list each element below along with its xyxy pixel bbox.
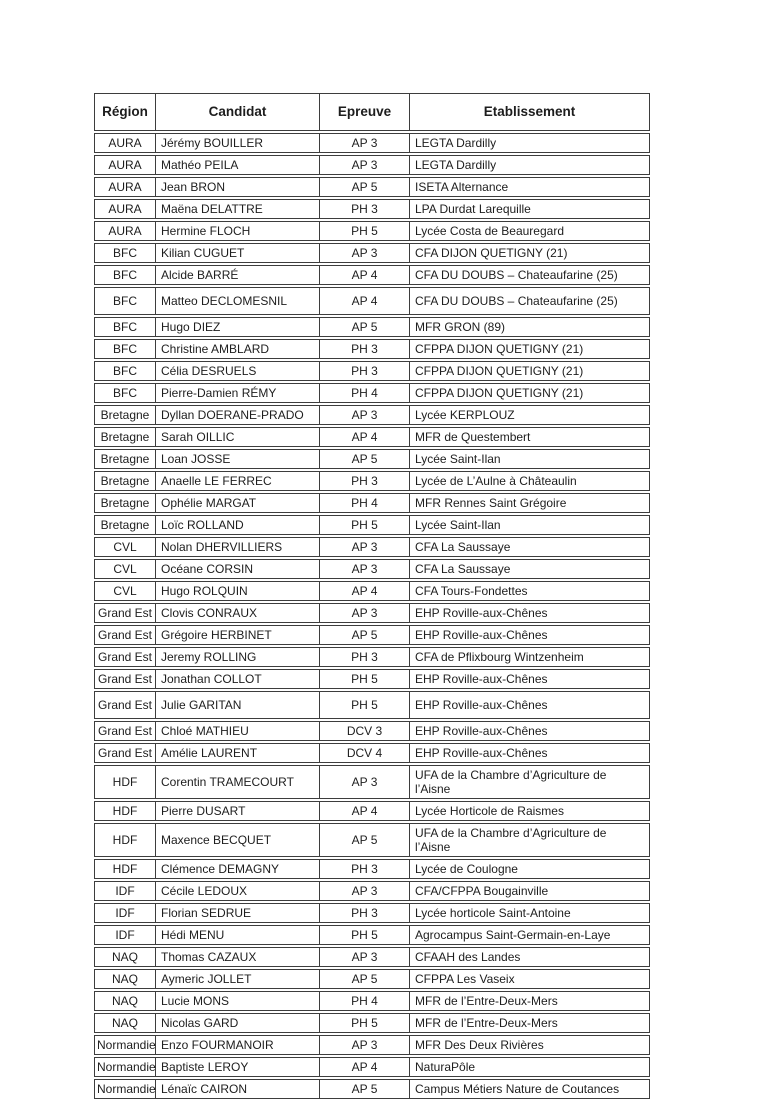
cell-region: Bretagne: [94, 427, 156, 447]
cell-epreuve: DCV 3: [320, 721, 410, 741]
cell-epreuve: PH 3: [320, 339, 410, 359]
cell-etablissement: EHP Roville-aux-Chênes: [410, 669, 650, 689]
table-row: [94, 765, 650, 799]
cell-candidat: Jonathan COLLOT: [156, 669, 320, 689]
cell-etablissement: Lycée de L’Aulne à Châteaulin: [410, 471, 650, 491]
cell-candidat: Chloé MATHIEU: [156, 721, 320, 741]
cell-candidat: Florian SEDRUE: [156, 903, 320, 923]
cell-epreuve: AP 4: [320, 287, 410, 315]
cell-etablissement: CFA/CFPPA Bougainville: [410, 881, 650, 901]
table-row: [94, 947, 650, 967]
cell-region: HDF: [94, 765, 156, 799]
cell-epreuve: AP 5: [320, 317, 410, 337]
cell-region: BFC: [94, 317, 156, 337]
cell-region: Grand Est: [94, 647, 156, 667]
cell-candidat: Kilian CUGUET: [156, 243, 320, 263]
cell-epreuve: AP 5: [320, 823, 410, 857]
table-row: [94, 471, 650, 491]
cell-etablissement: MFR Rennes Saint Grégoire: [410, 493, 650, 513]
table-row: [94, 405, 650, 425]
cell-candidat: Sarah OILLIC: [156, 427, 320, 447]
cell-epreuve: AP 5: [320, 449, 410, 469]
table-row: [94, 1079, 650, 1099]
cell-etablissement: CFA de Pflixbourg Wintzenheim: [410, 647, 650, 667]
cell-candidat: Matteo DECLOMESNIL: [156, 287, 320, 315]
table-row: [94, 133, 650, 153]
cell-epreuve: AP 3: [320, 881, 410, 901]
cell-region: CVL: [94, 559, 156, 579]
cell-region: NAQ: [94, 1013, 156, 1033]
cell-epreuve: AP 3: [320, 1035, 410, 1055]
table-row: [94, 603, 650, 623]
cell-candidat: Aymeric JOLLET: [156, 969, 320, 989]
cell-epreuve: AP 4: [320, 801, 410, 821]
cell-candidat: Hugo ROLQUIN: [156, 581, 320, 601]
cell-region: HDF: [94, 823, 156, 857]
cell-region: Bretagne: [94, 449, 156, 469]
cell-epreuve: PH 3: [320, 471, 410, 491]
table-row: [94, 991, 650, 1011]
cell-epreuve: AP 5: [320, 1079, 410, 1099]
cell-region: CVL: [94, 581, 156, 601]
cell-region: Normandie: [94, 1035, 156, 1055]
cell-etablissement: MFR GRON (89): [410, 317, 650, 337]
cell-candidat: Hugo DIEZ: [156, 317, 320, 337]
cell-etablissement: UFA de la Chambre d’Agriculture de l’Aisne: [410, 823, 650, 857]
cell-candidat: Jérémy BOUILLER: [156, 133, 320, 153]
column-header-candidat: Candidat: [156, 93, 320, 131]
cell-region: NAQ: [94, 947, 156, 967]
table-row: [94, 221, 650, 241]
cell-epreuve: PH 3: [320, 199, 410, 219]
cell-region: AURA: [94, 133, 156, 153]
cell-region: NAQ: [94, 991, 156, 1011]
cell-etablissement: Lycée Costa de Beauregard: [410, 221, 650, 241]
cell-region: BFC: [94, 383, 156, 403]
cell-epreuve: PH 5: [320, 925, 410, 945]
cell-epreuve: PH 3: [320, 361, 410, 381]
cell-epreuve: AP 4: [320, 427, 410, 447]
cell-etablissement: CFA Tours-Fondettes: [410, 581, 650, 601]
cell-candidat: Lénaïc CAIRON: [156, 1079, 320, 1099]
cell-etablissement: Lycée Horticole de Raismes: [410, 801, 650, 821]
cell-etablissement: EHP Roville-aux-Chênes: [410, 625, 650, 645]
cell-candidat: Nicolas GARD: [156, 1013, 320, 1033]
table-row: [94, 515, 650, 535]
cell-region: BFC: [94, 243, 156, 263]
cell-etablissement: Campus Métiers Nature de Coutances: [410, 1079, 650, 1099]
cell-candidat: Mathéo PEILA: [156, 155, 320, 175]
cell-etablissement: EHP Roville-aux-Chênes: [410, 691, 650, 719]
cell-region: Bretagne: [94, 471, 156, 491]
cell-etablissement: Lycée KERPLOUZ: [410, 405, 650, 425]
cell-region: Grand Est: [94, 625, 156, 645]
cell-region: BFC: [94, 339, 156, 359]
table-row: [94, 859, 650, 879]
cell-etablissement: CFAAH des Landes: [410, 947, 650, 967]
table-row: [94, 449, 650, 469]
cell-region: Normandie: [94, 1079, 156, 1099]
table-row: [94, 881, 650, 901]
cell-region: IDF: [94, 881, 156, 901]
cell-etablissement: CFA DU DOUBS – Chateaufarine (25): [410, 287, 650, 315]
cell-epreuve: AP 3: [320, 537, 410, 557]
cell-epreuve: DCV 4: [320, 743, 410, 763]
cell-region: BFC: [94, 287, 156, 315]
cell-candidat: Christine AMBLARD: [156, 339, 320, 359]
cell-epreuve: AP 5: [320, 969, 410, 989]
cell-epreuve: PH 4: [320, 493, 410, 513]
table-row: [94, 287, 650, 315]
table-row: [94, 647, 650, 667]
cell-region: CVL: [94, 537, 156, 557]
table-row: [94, 625, 650, 645]
cell-candidat: Nolan DHERVILLIERS: [156, 537, 320, 557]
table-row: [94, 199, 650, 219]
cell-etablissement: CFA La Saussaye: [410, 537, 650, 557]
table-header-row: [94, 93, 650, 131]
column-header-epreuve: Epreuve: [320, 93, 410, 131]
cell-candidat: Dyllan DOERANE-PRADO: [156, 405, 320, 425]
results-table: [94, 91, 650, 1101]
cell-etablissement: MFR de Questembert: [410, 427, 650, 447]
table-row: [94, 691, 650, 719]
cell-candidat: Clémence DEMAGNY: [156, 859, 320, 879]
cell-region: AURA: [94, 221, 156, 241]
table-row: [94, 559, 650, 579]
cell-region: IDF: [94, 925, 156, 945]
table-row: [94, 383, 650, 403]
cell-etablissement: Lycée Saint-Ilan: [410, 515, 650, 535]
cell-candidat: Lucie MONS: [156, 991, 320, 1011]
cell-region: IDF: [94, 903, 156, 923]
column-header-region: Région: [94, 93, 156, 131]
cell-etablissement: LEGTA Dardilly: [410, 133, 650, 153]
table-row: [94, 969, 650, 989]
cell-etablissement: Lycée de Coulogne: [410, 859, 650, 879]
cell-candidat: Baptiste LEROY: [156, 1057, 320, 1077]
cell-candidat: Thomas CAZAUX: [156, 947, 320, 967]
cell-etablissement: Lycée Saint-Ilan: [410, 449, 650, 469]
cell-epreuve: AP 3: [320, 133, 410, 153]
table-row: [94, 155, 650, 175]
cell-region: Bretagne: [94, 405, 156, 425]
table-row: [94, 493, 650, 513]
cell-epreuve: AP 4: [320, 1057, 410, 1077]
cell-candidat: Hédi MENU: [156, 925, 320, 945]
cell-etablissement: CFPPA DIJON QUETIGNY (21): [410, 383, 650, 403]
table-row: [94, 1035, 650, 1055]
cell-epreuve: AP 3: [320, 243, 410, 263]
cell-epreuve: PH 5: [320, 669, 410, 689]
cell-region: Bretagne: [94, 493, 156, 513]
cell-candidat: Clovis CONRAUX: [156, 603, 320, 623]
cell-region: BFC: [94, 265, 156, 285]
cell-epreuve: PH 3: [320, 647, 410, 667]
cell-epreuve: PH 5: [320, 691, 410, 719]
cell-epreuve: PH 5: [320, 1013, 410, 1033]
table-body: [94, 133, 650, 1099]
cell-etablissement: CFA DIJON QUETIGNY (21): [410, 243, 650, 263]
cell-epreuve: AP 3: [320, 155, 410, 175]
cell-etablissement: LEGTA Dardilly: [410, 155, 650, 175]
cell-etablissement: MFR Des Deux Rivières: [410, 1035, 650, 1055]
table-row: [94, 721, 650, 741]
cell-region: Grand Est: [94, 743, 156, 763]
table-row: [94, 925, 650, 945]
cell-candidat: Pierre-Damien RÉMY: [156, 383, 320, 403]
cell-etablissement: EHP Roville-aux-Chênes: [410, 721, 650, 741]
cell-region: AURA: [94, 177, 156, 197]
cell-epreuve: AP 5: [320, 625, 410, 645]
table-row: [94, 361, 650, 381]
cell-candidat: Enzo FOURMANOIR: [156, 1035, 320, 1055]
cell-candidat: Alcide BARRÉ: [156, 265, 320, 285]
cell-candidat: Maëna DELATTRE: [156, 199, 320, 219]
cell-region: HDF: [94, 801, 156, 821]
cell-epreuve: AP 3: [320, 765, 410, 799]
table-row: [94, 243, 650, 263]
cell-epreuve: PH 3: [320, 903, 410, 923]
cell-candidat: Jeremy ROLLING: [156, 647, 320, 667]
cell-etablissement: CFPPA Les Vaseix: [410, 969, 650, 989]
table-row: [94, 265, 650, 285]
cell-etablissement: Lycée horticole Saint-Antoine: [410, 903, 650, 923]
cell-candidat: Ophélie MARGAT: [156, 493, 320, 513]
cell-candidat: Amélie LAURENT: [156, 743, 320, 763]
cell-epreuve: PH 4: [320, 991, 410, 1011]
table-row: [94, 537, 650, 557]
cell-region: Grand Est: [94, 721, 156, 741]
cell-candidat: Grégoire HERBINET: [156, 625, 320, 645]
cell-candidat: Loan JOSSE: [156, 449, 320, 469]
table-row: [94, 823, 650, 857]
cell-etablissement: LPA Durdat Larequille: [410, 199, 650, 219]
table-row: [94, 669, 650, 689]
cell-region: Grand Est: [94, 669, 156, 689]
cell-epreuve: AP 3: [320, 603, 410, 623]
table-row: [94, 177, 650, 197]
table-row: [94, 427, 650, 447]
cell-region: Bretagne: [94, 515, 156, 535]
column-header-etablissement: Etablissement: [410, 93, 650, 131]
cell-etablissement: CFPPA DIJON QUETIGNY (21): [410, 339, 650, 359]
cell-region: Grand Est: [94, 691, 156, 719]
cell-etablissement: ISETA Alternance: [410, 177, 650, 197]
cell-region: Normandie: [94, 1057, 156, 1077]
cell-epreuve: PH 4: [320, 383, 410, 403]
table-row: [94, 339, 650, 359]
cell-etablissement: MFR de l’Entre-Deux-Mers: [410, 1013, 650, 1033]
cell-candidat: Julie GARITAN: [156, 691, 320, 719]
cell-candidat: Corentin TRAMECOURT: [156, 765, 320, 799]
cell-candidat: Hermine FLOCH: [156, 221, 320, 241]
cell-region: AURA: [94, 155, 156, 175]
cell-etablissement: EHP Roville-aux-Chênes: [410, 743, 650, 763]
cell-epreuve: AP 3: [320, 405, 410, 425]
cell-region: BFC: [94, 361, 156, 381]
cell-epreuve: AP 4: [320, 265, 410, 285]
cell-candidat: Jean BRON: [156, 177, 320, 197]
cell-etablissement: CFA DU DOUBS – Chateaufarine (25): [410, 265, 650, 285]
cell-etablissement: UFA de la Chambre d’Agriculture de l’Aisne: [410, 765, 650, 799]
cell-epreuve: PH 5: [320, 221, 410, 241]
cell-candidat: Loïc ROLLAND: [156, 515, 320, 535]
cell-etablissement: NaturaPôle: [410, 1057, 650, 1077]
table-row: [94, 581, 650, 601]
table-row: [94, 801, 650, 821]
cell-candidat: Anaelle LE FERREC: [156, 471, 320, 491]
cell-etablissement: CFA La Saussaye: [410, 559, 650, 579]
cell-epreuve: AP 5: [320, 177, 410, 197]
table-row: [94, 1013, 650, 1033]
cell-region: Grand Est: [94, 603, 156, 623]
table-row: [94, 1057, 650, 1077]
cell-epreuve: AP 3: [320, 559, 410, 579]
cell-region: AURA: [94, 199, 156, 219]
cell-epreuve: PH 5: [320, 515, 410, 535]
cell-epreuve: AP 3: [320, 947, 410, 967]
table-row: [94, 903, 650, 923]
cell-etablissement: CFPPA DIJON QUETIGNY (21): [410, 361, 650, 381]
cell-epreuve: PH 3: [320, 859, 410, 879]
cell-candidat: Célia DESRUELS: [156, 361, 320, 381]
cell-region: NAQ: [94, 969, 156, 989]
cell-candidat: Maxence BECQUET: [156, 823, 320, 857]
cell-etablissement: Agrocampus Saint-Germain-en-Laye: [410, 925, 650, 945]
cell-region: HDF: [94, 859, 156, 879]
cell-etablissement: EHP Roville-aux-Chênes: [410, 603, 650, 623]
cell-candidat: Pierre DUSART: [156, 801, 320, 821]
cell-candidat: Océane CORSIN: [156, 559, 320, 579]
table-row: [94, 743, 650, 763]
table-row: [94, 317, 650, 337]
cell-etablissement: MFR de l’Entre-Deux-Mers: [410, 991, 650, 1011]
cell-candidat: Cécile LEDOUX: [156, 881, 320, 901]
cell-epreuve: AP 4: [320, 581, 410, 601]
